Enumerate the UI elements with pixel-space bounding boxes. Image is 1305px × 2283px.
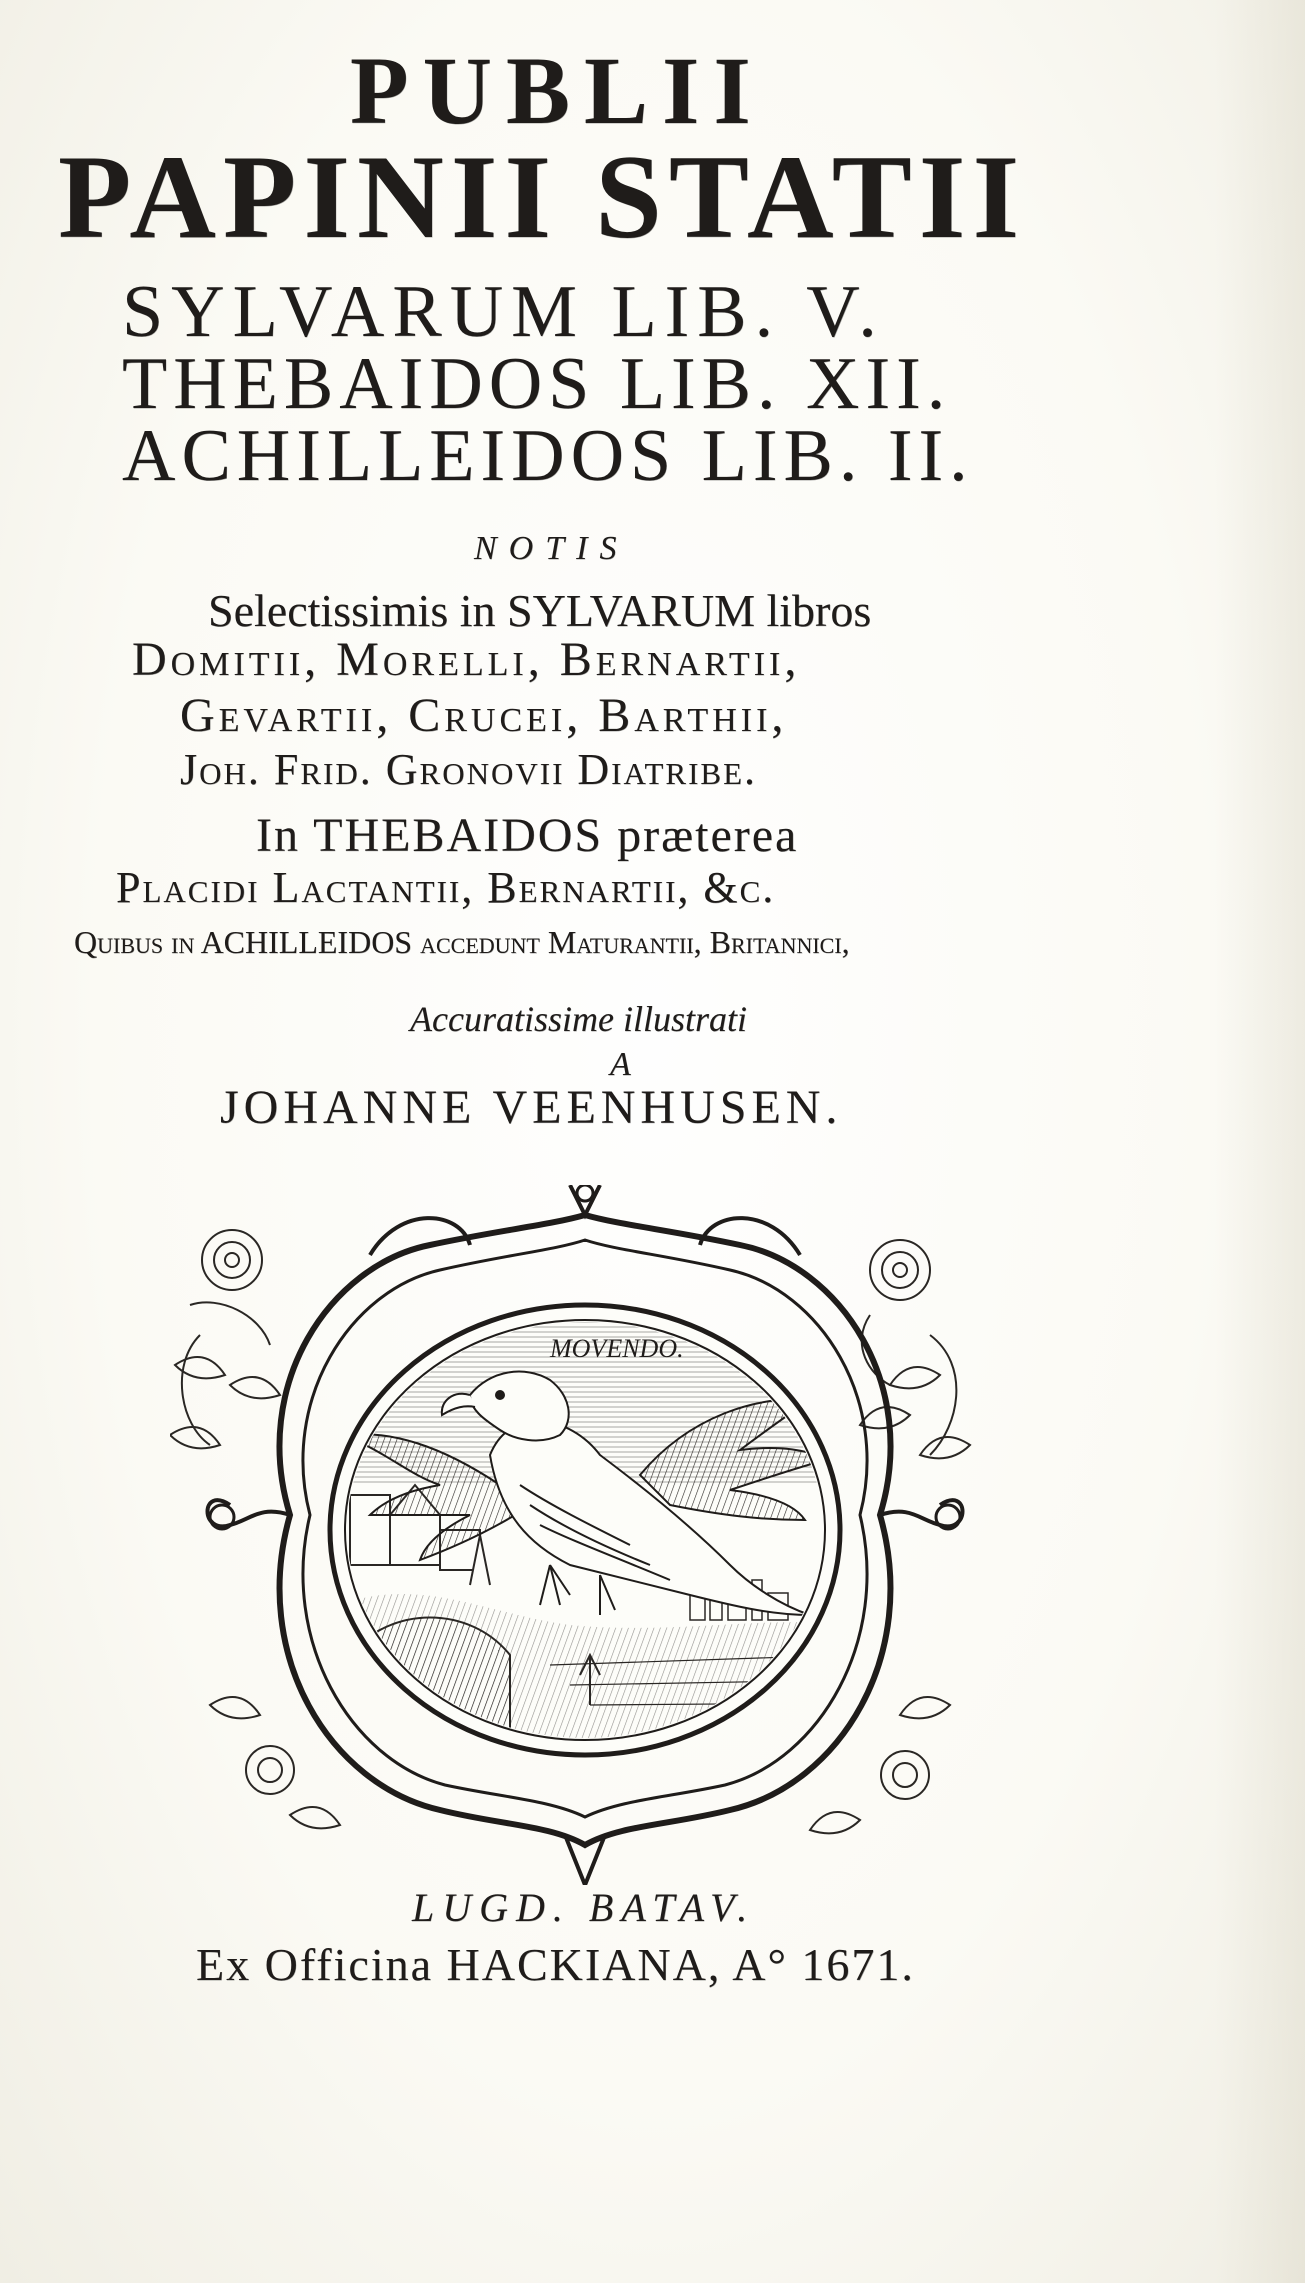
eagle-printer-device-icon	[170, 1185, 1000, 1885]
work-sylvarum: SYLVARUM LIB. V.	[122, 271, 885, 353]
rose-ornament-bottom-left	[210, 1697, 340, 1828]
editor-name: JOHANNE VEENHUSEN.	[220, 1081, 843, 1134]
notes-line-5: In THEBAIDOS præterea	[256, 809, 799, 862]
author-praenomen: PUBLII	[350, 37, 765, 144]
notis-heading: NOTIS	[474, 530, 629, 567]
rose-ornament-bottom-right	[810, 1697, 950, 1833]
rose-ornament-top-left	[170, 1230, 280, 1448]
author-name: PAPINII STATII	[58, 130, 1027, 263]
notes-line-6: Placidi Lactantii, Bernartii, &c.	[116, 863, 776, 912]
notes-line-2: Domitii, Morelli, Bernartii,	[132, 633, 801, 686]
imprint-printer-date: Ex Officina HACKIANA, A° 1671.	[196, 1939, 915, 1990]
by-line: A	[610, 1046, 631, 1083]
printer-device	[170, 1185, 1000, 1885]
oval-scene	[330, 1305, 850, 1785]
imprint-place: LUGD. BATAV.	[412, 1885, 756, 1930]
work-thebaidos: THEBAIDOS LIB. XII.	[122, 343, 952, 425]
rose-ornament-top-right	[860, 1240, 970, 1458]
work-achilleidos: ACHILLEIDOS LIB. II.	[122, 415, 974, 497]
device-motto: MOVENDO.	[550, 1334, 684, 1363]
notes-line-4: Joh. Frid. Gronovii Diatribe.	[180, 745, 758, 794]
illustrated-line: Accuratissime illustrati	[410, 999, 747, 1039]
notes-line-1: Selectissimis in SYLVARUM libros	[208, 585, 872, 636]
notes-line-3: Gevartii, Crucei, Barthii,	[180, 689, 788, 742]
notes-line-7: Quibus in ACHILLEIDOS accedunt Maturantii, Britannici,	[74, 924, 850, 960]
